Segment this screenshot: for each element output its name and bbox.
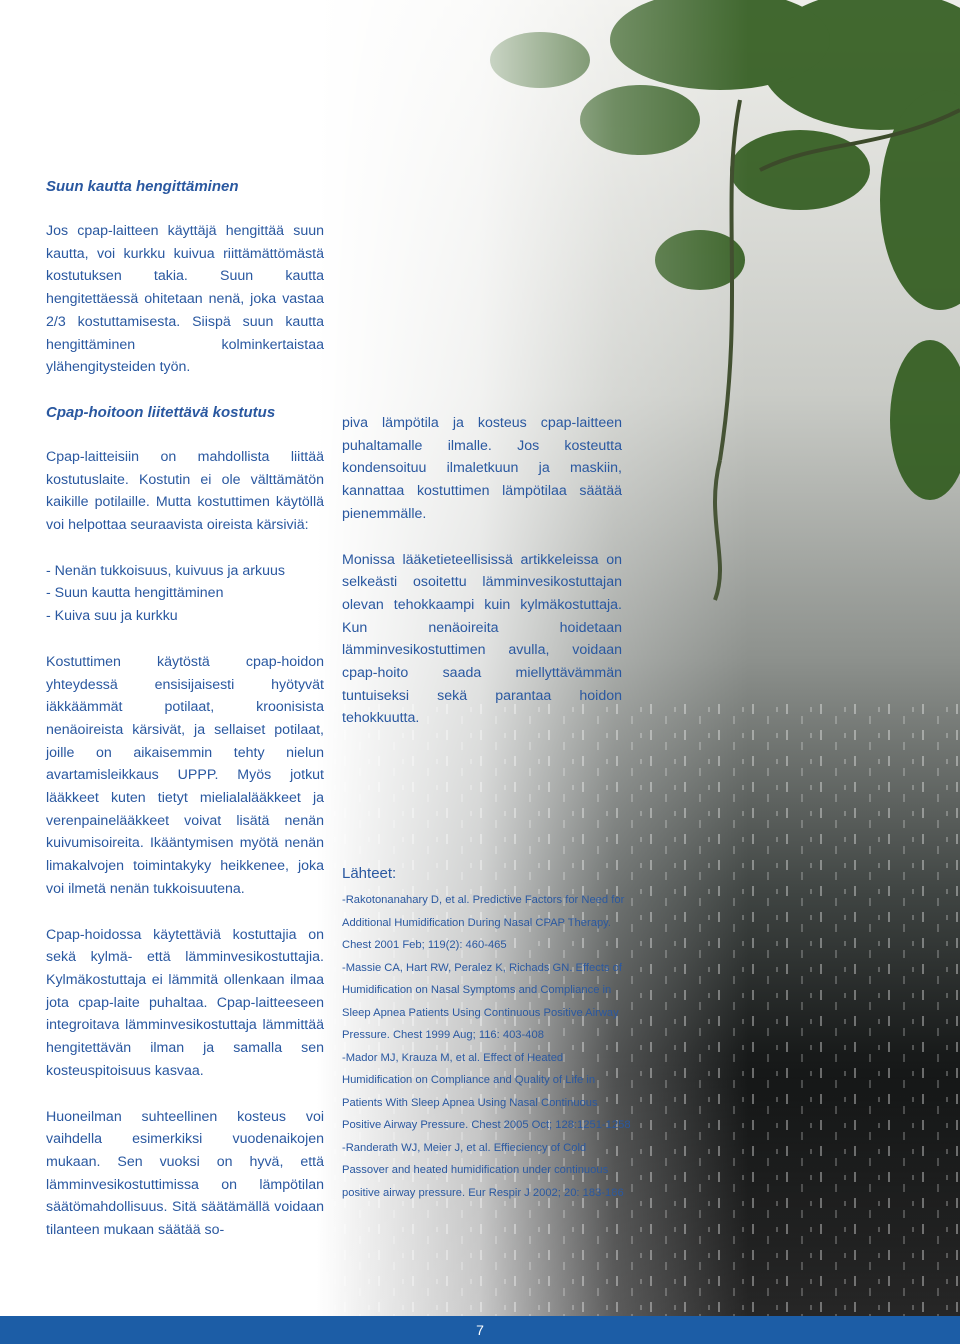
footer-bar	[0, 1316, 960, 1344]
list-item: - Nenän tukkoisuus, kuivuus ja arkuus	[46, 562, 285, 579]
paragraph: piva lämpötila ja kosteus cpap-laitteen puhaltamalle ilmalle. Jos kosteutta kondensoituu ilmaletkuun ja maskiin, kannattaa kostuttimen lämpötilaa säätää pienemmälle.	[342, 415, 622, 522]
list-item: - Kuiva suu ja kurkku	[46, 608, 178, 625]
references-title: Lähteet:	[342, 865, 397, 882]
reference-item: -Randerath WJ, Meier J, et al. Effieciency of Cold Passover and heated humidification under continuous positive airway pressure. Eur Respir J 2002; 20: 183-186	[342, 1141, 624, 1199]
paragraph: Huoneilman suhteellinen kosteus voi vaihdella esimerkiksi vuodenaikojen mukaan. Sen vuoksi on hyvä, että lämminvesikostuttimissa on lämpötilan säätömahdollisuus. Sitä säätämällä voidaan tilanteen mukaan säätää so-	[46, 1108, 324, 1239]
paragraph: Cpap-laitteisiin on mahdollista liittää kostutuslaite. Kostutin ei ole välttämätön kaikille potilaille. Mutta kostuttimen käytöllä voi helpottaa seuraavista oireista kärsiviä:	[46, 448, 324, 534]
paragraph: Monissa lääketieteellisissä artikkeleissa on selkeästi osoitettu lämminvesikostuttajan olevan tehokkaampi kuin kylmäkostuttaja. Kun nenäoireita hoidetaan lämminvesikostuttimen avulla, voidaan cpap-hoito saada miellyttävämmän tuntuiseksi sekä parantaa hoidon tehokkuutta.	[342, 551, 622, 727]
page-number: 7	[476, 1322, 484, 1338]
section-heading-mouth-breathing: Suun kautta hengittäminen	[46, 178, 239, 195]
references	[342, 864, 632, 1204]
reference-item: -Rakotonanahary D, et al. Predictive Factors for Need for Additional Humidification During Nasal CPAP Therapy. Chest 2001 Feb; 119(2): 460-465	[342, 894, 625, 951]
reference-item: -Massie CA, Hart RW, Peralez K, Richads GN. Effects of Humidification on Nasal Symptoms and Compliance in Sleep Apnea Patients Using Continuous Positive Airway Pressure. Chest 1999 Aug; 116: 403-408	[342, 961, 622, 1041]
reference-item: -Mador MJ, Krauza M, et al. Effect of Heated Humidification on Compliance and Quality of Life in Patients With Sleep Apnea Using Nasal Continuous Positive Airway Pressure. Chest 2005 Oct; 128:1251-1258	[342, 1051, 631, 1131]
symptom-list	[46, 560, 324, 628]
paragraph: Jos cpap-laitteen käyttäjä hengittää suun kautta, voi kurkku kuivua riittämättömästä kostutuksen takia. Suun kautta hengitettäessä ohitetaan nenä, joka vastaa 2/3 kostuttamisesta. Siispä suun kautta hengittäminen kolminkertaistaa ylähengitysteiden työn.	[46, 223, 324, 376]
right-column	[342, 412, 622, 730]
list-item: - Suun kautta hengittäminen	[46, 585, 224, 602]
section-heading-humidification: Cpap-hoitoon liitettävä kostutus	[46, 403, 276, 421]
paragraph: Cpap-hoidossa käytettäviä kostuttajia on sekä kylmä- että lämminvesikostuttajia. Kylmäkostuttaja ei lämmitä ollenkaan ilmaa jota cpap-laite puhaltaa. Cpap-laitteeseen integroitava lämminvesikostuttaja lämmittää hengitettävän ilman ja samalla sen kosteuspitoisuus kasvaa.	[46, 926, 324, 1079]
paragraph: Kostuttimen käytöstä cpap-hoidon yhteydessä ensisijaisesti hyötyvät iäkkäämmät potilaat, kroonisista nenäoireista kärsivät, ja sellaiset potilaat, joille on aikaisemmin tehty nielun avartamisleikkaus UPPP. Myös jotkut lääkkeet kuten tietyt mielialalääkkeet ja verenpainelääkkeet voivat lisätä nenän kuivumisoireita. Ikääntymisen myötä nenän limakalvojen toimintakyky heikkenee, joka voi ilmetä nenän tukkoisuutena.	[46, 653, 324, 897]
left-column	[46, 176, 324, 1242]
